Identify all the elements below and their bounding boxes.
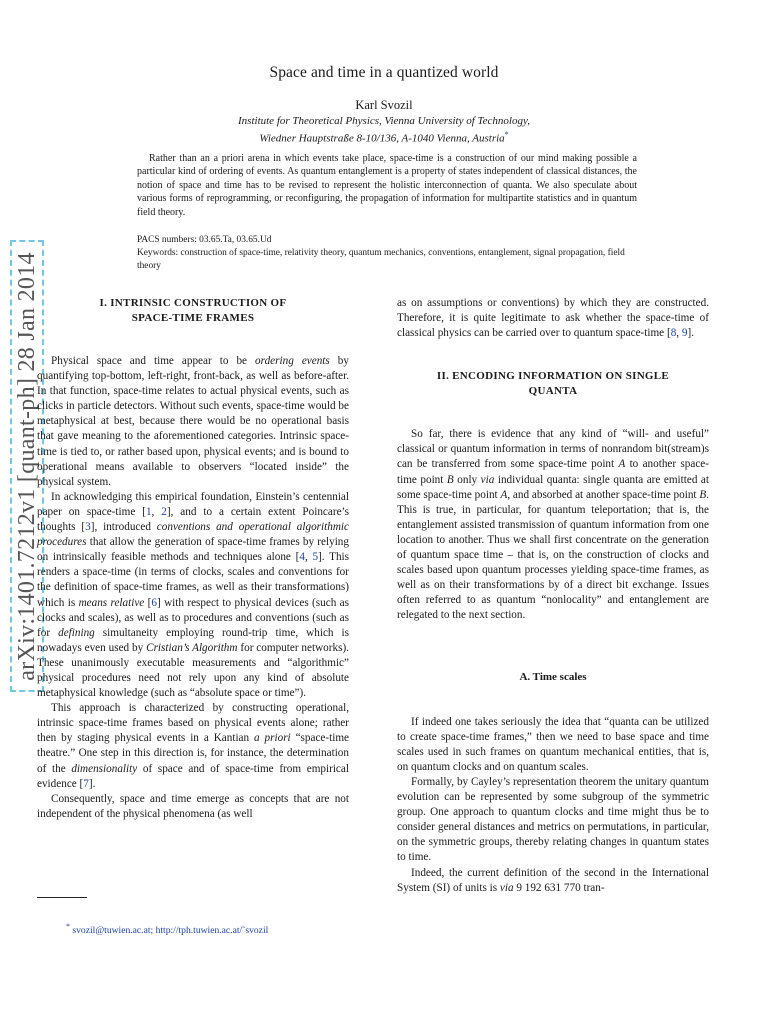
affiliation-address: Wiedner Hauptstraße 8-10/136, A-1040 Vienna, Austria bbox=[259, 132, 505, 145]
subsection-a-paragraph-2: Formally, by Cayley’s representation theorem the unitary quantum evolution can be represented by some subgroup of the symmetric group. One approach to quantum clocks and time might thus be to consider general distances and metrics on permutations, in particular, on the symmetric groups, thereby relating changes in quantum states to time. bbox=[397, 775, 709, 864]
section-1-paragraph-1: Physical space and time appear to be ordering events by quantifying top-bottom, left-right, front-back, as well as before-after. In that function, space-time relates to actual physical events, such as clicks in particle detectors. Without such events, space-time would be metaphysical at best, because there would be no operational basis that gave meaning to the aforementioned categories. Intrinsic space-time is tied to, or rather based upon, physical events; and is bound to operational means available to observers “located inside” the physical system. bbox=[37, 355, 349, 488]
citation-link[interactable]: 8 bbox=[670, 327, 677, 340]
keywords: Keywords: construction of space-time, relativity theory, quantum mechanics, conventions, entanglement, signal propagation, field theory bbox=[137, 247, 625, 271]
subsection-a-paragraph-1: If indeed one takes seriously the idea that “quanta can be utilized to create space-time frames,” then we need to base space and time scales used in such frames on quantum mechanical entities, that is, on quantum clocks and on quantum scales. bbox=[397, 715, 709, 773]
section-2-heading-line-2: QUANTA bbox=[528, 385, 578, 398]
section-1-paragraph-2: In acknowledging this empirical foundation, Einstein’s centennial paper on space-time [1, 2], and to a certain extent Poincare’s thoughts [3], introduced conventions and operational algorithmic procedures that allow the generation of space-time frames by relying on intrinsically feasible methods and techniques alone [4, 5]. This renders a space-time (in terms of clocks, scales and conventions for the definition of space-time frames, as well as their transformations) which is means relative [6] with respect to physical devices (such as clocks and scales), as well as to procedures and conventions (such as for defining simultaneity employing round-trip time, which is nowadays even used by Cristian’s Algorithm for computer networks). These unanimously executable measurements and “algorithmic” physical procedures need not rely upon any kind of absolute metaphysical knowledge (such as “absolute space or time”). bbox=[37, 490, 350, 700]
section-1-heading-line-1: I. INTRINSIC CONSTRUCTION OF bbox=[99, 297, 287, 309]
section-1-heading-line-2: SPACE-TIME FRAMES bbox=[131, 312, 255, 324]
footnote-mark-link[interactable]: * bbox=[504, 130, 509, 139]
section-1-heading bbox=[37, 296, 349, 326]
left-column bbox=[37, 296, 349, 822]
abstract-text: Rather than an a priori arena in which events take place, space-time is a construction of our mind making possible a particular kind of ordering of events. As quantum entanglement is a property of states independent of classical distances, the notion of space and time has to be revised to represent the holistic interconnection of quanta. We also speculate about various forms of reprogramming, or reconfiguring, the propagation of information for multipartite statistics and in quantum field theory. bbox=[137, 153, 637, 218]
affiliation-line-2 bbox=[0, 128, 768, 146]
pacs-numbers: PACS numbers: 03.65.Ta, 03.65.Ud bbox=[137, 235, 272, 245]
abstract bbox=[137, 152, 637, 219]
section-2-heading bbox=[397, 369, 709, 399]
citation-link[interactable]: 7 bbox=[83, 777, 89, 790]
author-name: Karl Svozil bbox=[355, 98, 413, 112]
section-1-paragraph-4: Consequently, space and time emerge as concepts that are not independent of the physical phenomena (as well bbox=[37, 792, 349, 820]
affiliation bbox=[0, 114, 768, 146]
right-column bbox=[397, 296, 709, 896]
paper-title: Space and time in a quantized world bbox=[269, 64, 499, 81]
citation-link[interactable]: 9 bbox=[681, 327, 688, 340]
subsection-a-paragraph-3: Indeed, the current definition of the second in the International System (SI) of units is via 9 192 631 770 tran- bbox=[397, 866, 709, 894]
citation-link[interactable]: 2 bbox=[161, 505, 167, 518]
subsection-a-heading: A. Time scales bbox=[519, 670, 587, 683]
footnote-rule bbox=[37, 897, 87, 898]
citation-link[interactable]: 4 bbox=[299, 551, 305, 564]
citation-link[interactable]: 1 bbox=[145, 505, 152, 518]
section-1-paragraph-3: This approach is characterized by constructing operational, intrinsic space-time frames based on physical events alone; rather then by staging physical events in a Kantian a priori “space-time theatre.” One step in this direction is, for instance, the determination of the dimensionality of space and of space-time from empirical evidence [7]. bbox=[37, 702, 349, 790]
affiliation-line-1: Institute for Theoretical Physics, Vienna University of Technology, bbox=[238, 115, 530, 127]
footnote bbox=[66, 922, 268, 936]
section-1-continuation: as on assumptions or conventions) by which they are constructed. Therefore, it is quite legitimate to ask whether the space-time of classical physics can be carried over to quantum space-time [8, 9]. bbox=[397, 297, 709, 340]
arxiv-stamp-text: arXiv:1401.7212v1 [quant-ph] 28 Jan 2014 bbox=[13, 251, 40, 681]
citation-link[interactable]: 6 bbox=[151, 596, 157, 609]
footnote-mark: * bbox=[66, 922, 70, 931]
section-2-heading-line-1: II. ENCODING INFORMATION ON SINGLE bbox=[436, 370, 670, 383]
citation-link[interactable]: 3 bbox=[85, 521, 91, 534]
pacs-keywords bbox=[137, 234, 637, 272]
citation-link[interactable]: 5 bbox=[312, 551, 319, 564]
footnote-contact-link[interactable]: svozil@tuwien.ac.at; http://tph.tuwien.ac.at/˜svozil bbox=[72, 925, 269, 937]
section-2-paragraph-1: So far, there is evidence that any kind of “will- and useful” classical or quantum information in terms of nonrandom bit(stream)s can be transferred from some space-time point A to another space-time point B only via individual quanta: single quanta are emitted at some space-time point A, and absorbed at another space-time point B. This is true, in particular, for quantum teleportation; that is, the entanglement assisted transmission of quantum information from one location to another. Thus we shall first concentrate on the generation of quantum space time – that is, on the construction of clocks and scales based upon quantum processes yielding space-time frames, as well as on their transformations by of a direct bit exchange. Issues often referred to as quantum “nonlocality” and entanglement are relegated to the next section. bbox=[397, 428, 709, 622]
